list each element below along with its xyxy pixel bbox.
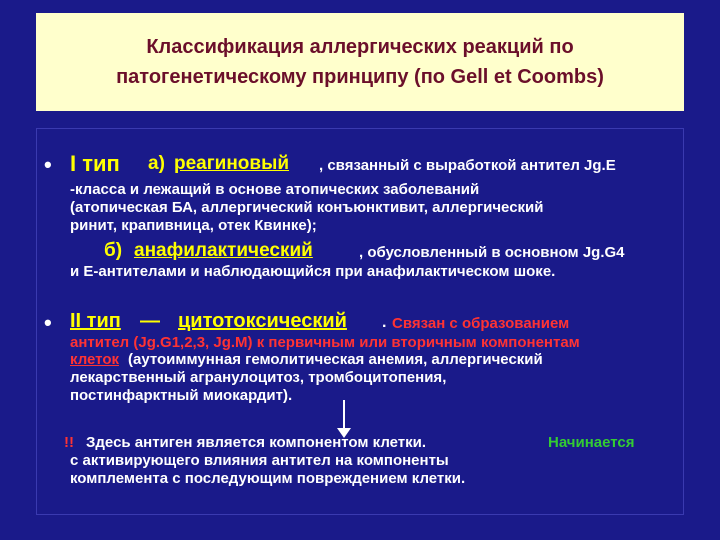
- type2-red-3: клеток: [70, 351, 119, 368]
- type1-b-rest-1: , обусловленный в основном Jg.G4: [359, 244, 625, 261]
- type2-green-1: Начинается: [548, 434, 635, 451]
- type2-note-1: Здесь антиген является компонентом клетки.: [86, 434, 427, 451]
- bullet-type1: •: [44, 152, 52, 177]
- type1-a-rest-3: (атопическая БА, аллергический конъюнктивит, аллергический: [70, 199, 544, 216]
- title-box: [36, 13, 684, 111]
- title-line-1: Классификация аллергических реакций по: [146, 36, 574, 58]
- type2-rest-2: лекарственный агранулоцитоз, тромбоцитопения,: [70, 369, 447, 386]
- type2-dot: .: [382, 314, 387, 331]
- type2-rest-3: постинфарктный миокардит).: [70, 387, 293, 404]
- type1-a-term: реагиновый: [174, 153, 290, 174]
- type2-red-1: Связан с образованием: [392, 315, 570, 332]
- type2-label: II тип: [70, 310, 121, 332]
- type1-a-prefix: а): [148, 153, 165, 174]
- type1-a-rest-1: , связанный с выработкой антител Jg.E: [319, 157, 616, 174]
- bullet-type2: •: [44, 310, 52, 335]
- type1-a-rest-2: -класса и лежащий в основе атопических заболеваний: [70, 181, 480, 198]
- type2-dash: —: [140, 310, 160, 332]
- type1-b-rest-2: и Е-антителами и наблюдающийся при анафилактическом шоке.: [70, 263, 556, 280]
- exclamation-marker: !!: [64, 434, 74, 451]
- type2-term: цитотоксический: [178, 310, 347, 332]
- type2-green-3: комплемента с последующим повреждением клетки.: [70, 470, 466, 487]
- type2-rest-1: (аутоиммунная гемолитическая анемия, аллергический: [128, 351, 543, 368]
- type1-b-prefix: б): [104, 240, 123, 261]
- title-line-2: патогенетическому принципу (по Gell et Coombs): [116, 66, 604, 88]
- type1-label: I тип: [70, 151, 120, 176]
- type2-green-2: с активирующего влияния антител на компоненты: [70, 452, 449, 469]
- type2-red-2: антител (Jg.G1,2,3, Jg.M) к первичным или вторичным компонентам: [70, 334, 580, 351]
- type1-b-term: анафилактический: [134, 240, 313, 261]
- type1-a-rest-4: ринит, крапивница, отек Квинке);: [70, 217, 317, 234]
